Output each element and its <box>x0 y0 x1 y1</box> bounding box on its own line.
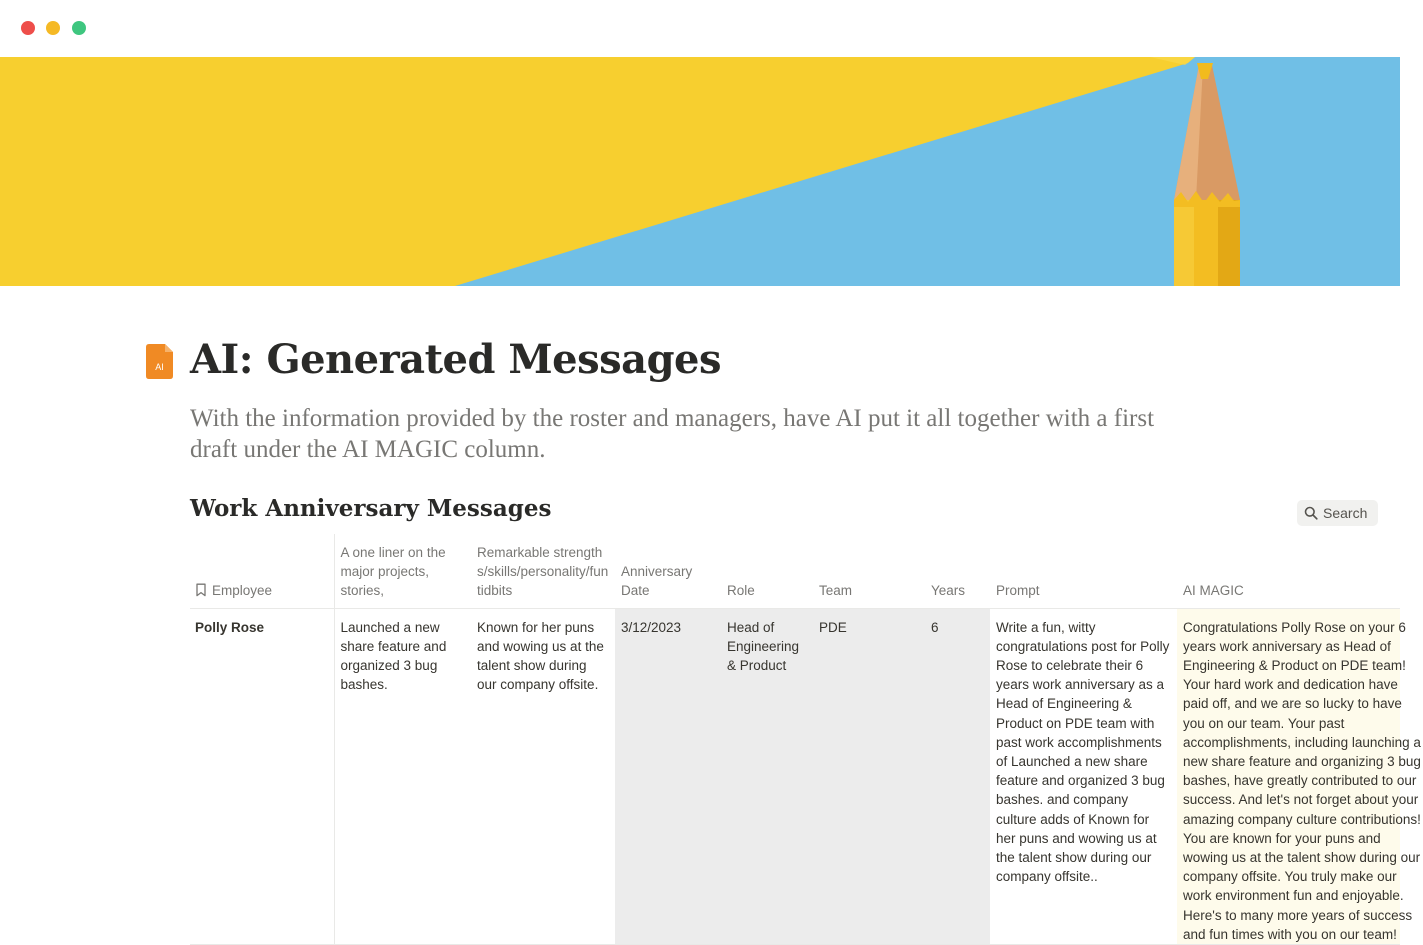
prompt-cell[interactable]: Write a fun, witty congratulations post for Polly Rose to celebrate their 6 years work anniversary as a Head of Engineering & Product on PDE team with past work accomplishments of Launched a new share feature and organized 3 bug bashes. and company culture adds of Known for her puns and wowing us at the talent show during our company offsite.. <box>990 608 1177 944</box>
anniversary-date-cell[interactable]: 3/12/2023 <box>615 608 721 944</box>
column-header-team[interactable]: Team <box>813 534 925 608</box>
column-header-projects[interactable]: A one liner on the major projects, stories, <box>334 534 471 608</box>
column-header-years[interactable]: Years <box>925 534 990 608</box>
column-header-prompt[interactable]: Prompt <box>990 534 1177 608</box>
column-header-ai-magic[interactable]: AI MAGIC <box>1177 534 1400 608</box>
work-anniversary-table <box>190 534 1421 945</box>
page-title[interactable]: AI: Generated Messages <box>190 336 722 383</box>
svg-text:AI: AI <box>155 362 164 372</box>
team-cell[interactable]: PDE <box>813 608 925 944</box>
bookmark-title-icon <box>195 583 207 597</box>
employee-cell[interactable]: Polly Rose <box>190 608 334 944</box>
table-header-row <box>190 534 1400 608</box>
database-title[interactable]: Work Anniversary Messages <box>190 495 552 522</box>
role-cell[interactable]: Head of Engineering & Product <box>721 608 813 944</box>
cover-pencil-illustration <box>0 57 1400 286</box>
years-cell[interactable]: 6 <box>925 608 990 944</box>
database-search-button[interactable] <box>1297 500 1378 526</box>
page-description[interactable]: With the information provided by the roster and managers, have AI put it all together with a first draft under the AI MAGIC column. <box>190 405 1155 463</box>
strengths-cell[interactable]: Known for her puns and wowing us at the talent show during our company offsite. <box>471 608 615 944</box>
search-label: Search <box>1323 505 1368 521</box>
column-header-anniversary-date[interactable]: Anniversary Date <box>615 534 721 608</box>
page-cover-image <box>0 57 1400 286</box>
projects-cell[interactable]: Launched a new share feature and organized 3 bug bashes. <box>334 608 471 944</box>
minimize-window-button[interactable] <box>46 21 60 35</box>
window-titlebar <box>0 0 1400 57</box>
column-header-strengths[interactable]: Remarkable strengths/skills/personality/fun tidbits <box>471 534 615 608</box>
column-header-employee[interactable] <box>190 534 334 608</box>
close-window-button[interactable] <box>21 21 35 35</box>
column-header-label: Employee <box>212 582 273 598</box>
table-row[interactable] <box>190 608 1400 944</box>
ai-magic-text: Congratulations Polly Rose on your 6 years work anniversary as Head of Engineering & Product on PDE team! Your hard work and dedication have paid off, and we are so lucky to have you on our team. Your past accomplishments, including launching a new share feature and organizing 3 bug bashes, have greatly contributed to our success. And let's not forget about your amazing company culture contributions! You are known for your puns and wowing us at the talent show during our company offsite. You truly make our work environment fun and enjoyable. Here's to many more years of success and fun times with you on our team! <box>1183 619 1421 942</box>
page-document-icon[interactable] <box>146 344 173 379</box>
column-header-role[interactable]: Role <box>721 534 813 608</box>
search-icon <box>1304 506 1318 520</box>
zoom-window-button[interactable] <box>72 21 86 35</box>
ai-magic-cell[interactable] <box>1177 608 1421 944</box>
